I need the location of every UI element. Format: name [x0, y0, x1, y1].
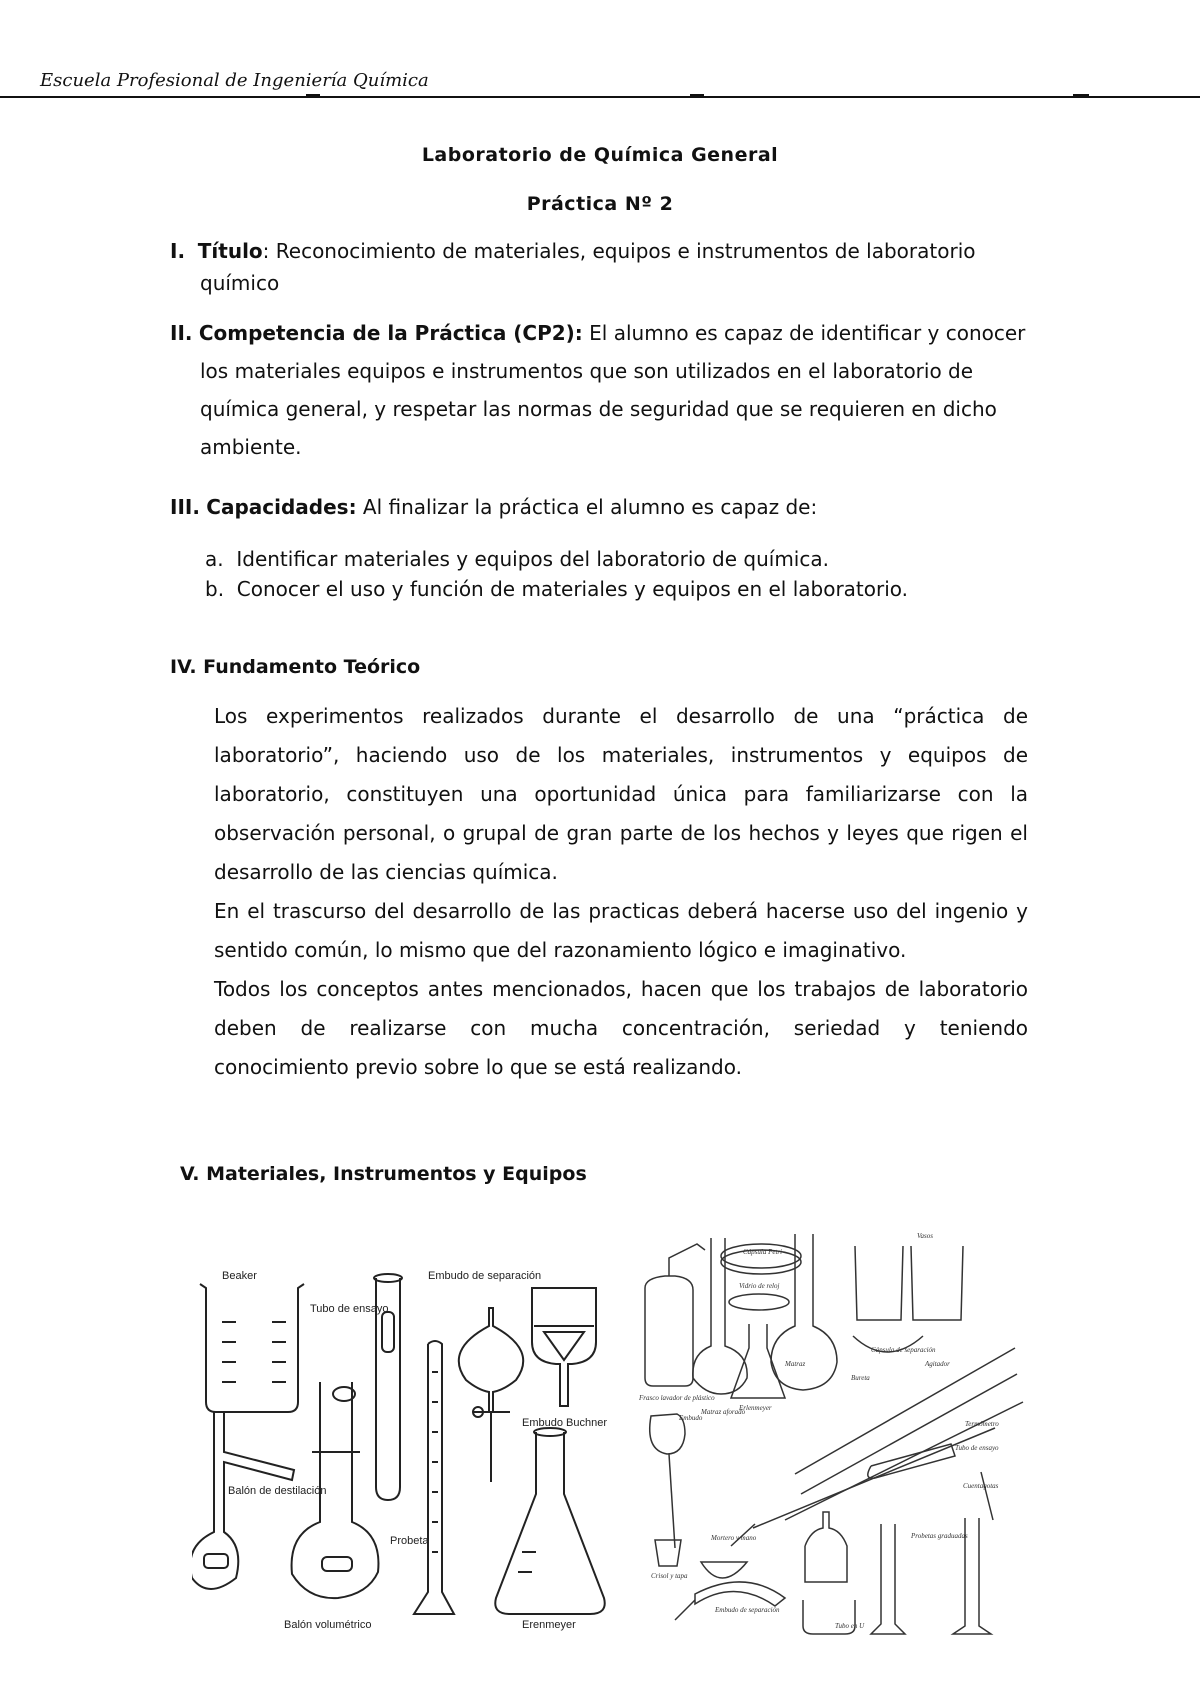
lab-materials-figure-left — [192, 1262, 622, 1637]
list-item — [205, 544, 908, 574]
paragraph: Todos los conceptos antes mencionados, hacen que los trabajos de laboratorio deben de realizarse con mucha concentración, seriedad y teniendo conocimiento previo sobre lo que se está realizando. — [214, 977, 1028, 1079]
theory-body — [214, 697, 1028, 1087]
label-capsula-separacion: Cápsula de separación — [871, 1346, 936, 1354]
section-title — [170, 235, 1060, 299]
label-beaker: Beaker — [222, 1270, 257, 1282]
label-probeta: Probeta — [390, 1535, 429, 1547]
section-number: I. — [170, 239, 186, 263]
label-erlenmeyer: Erenmeyer — [522, 1619, 576, 1631]
label-matraz-aforado: Matraz aforado — [701, 1408, 746, 1416]
label-probetas: Probetas graduadas — [911, 1532, 968, 1540]
label-cuentagotas: Cuentagotas — [963, 1482, 999, 1490]
section-text: El alumno es capaz de identificar y conocer los materiales equipos e instrumentos que son utilizados en el laboratorio de química general, y respetar las normas de seguridad que se requieren en dicho ambiente. — [200, 321, 1026, 459]
label-agitador: Agitador — [925, 1360, 950, 1368]
section-number: III. — [170, 495, 200, 519]
label-test-tube: Tubo de ensayo — [310, 1303, 389, 1315]
label-tubo-ensayo: Tubo de ensayo — [955, 1444, 999, 1452]
label-frasco-lavador: Frasco lavador de plástico — [639, 1394, 715, 1402]
label-vidrio-reloj: Vidrio de reloj — [739, 1282, 780, 1290]
label-tubo-u: Tubo en U — [835, 1622, 865, 1630]
label-buchner: Embudo Buchner — [522, 1417, 607, 1429]
label-vasos: Vasos — [917, 1232, 933, 1240]
header-rule — [0, 96, 1200, 98]
section-number: II. — [170, 321, 193, 345]
paragraph: Los experimentos realizados durante el desarrollo de una “práctica de laboratorio”, haciendo uso de los materiales, instrumentos y equipos de laboratorio, constituyen una oportunidad única para familiarizarse con la observación personal, o grupal de gran parte de los hechos y leyes que rigen el desarrollo de las ciencias química. — [214, 704, 1028, 884]
label-crisol: Crisol y tapa — [651, 1572, 688, 1580]
header-mark — [690, 94, 704, 97]
list-marker: b. — [205, 577, 225, 601]
label-distillation-flask: Balón de destilación — [228, 1485, 327, 1497]
label-capsula-petri: Cápsula Petri — [743, 1248, 783, 1256]
label-erlenmeyer-r: Erlenmeyer — [739, 1404, 772, 1412]
section-label: Título — [197, 239, 263, 263]
list-item — [205, 574, 908, 604]
paragraph: En el trascurso del desarrollo de las practicas deberá hacerse uso del ingenio y sentido común, lo mismo que del razonamiento lógico e imaginativo. — [214, 899, 1028, 962]
header-mark — [1073, 94, 1089, 97]
section-text: : Reconocimiento de materiales, equipos e instrumentos de laboratorio químico — [200, 239, 976, 295]
label-embudo-separacion: Embudo de separación — [715, 1606, 780, 1614]
section-label: Competencia de la Práctica (CP2): — [198, 321, 583, 345]
section-theory-heading: IV. Fundamento Teórico — [170, 656, 421, 678]
section-text: Al finalizar la práctica el alumno es capaz de: — [356, 495, 818, 519]
label-embudo: Embudo — [679, 1414, 703, 1422]
label-termometro: Termómetro — [965, 1420, 999, 1428]
school-header: Escuela Profesional de Ingeniería Química — [40, 70, 429, 91]
section-materials-heading: V. Materiales, Instrumentos y Equipos — [180, 1163, 587, 1185]
label-volumetric-flask: Balón volumétrico — [284, 1619, 372, 1631]
header-mark — [306, 94, 320, 97]
practice-title: Práctica Nº 2 — [526, 193, 674, 215]
list-text: Identificar materiales y equipos del laboratorio de química. — [236, 547, 829, 571]
section-capacities — [170, 488, 1030, 526]
list-marker: a. — [205, 547, 224, 571]
list-text: Conocer el uso y función de materiales y equipos en el laboratorio. — [236, 577, 909, 601]
label-bureta: Bureta — [851, 1374, 870, 1382]
lab-materials-figure-right — [635, 1228, 1027, 1636]
label-matraz: Matraz — [785, 1360, 806, 1368]
section-label: Capacidades: — [206, 495, 357, 519]
capacities-list — [205, 544, 908, 604]
label-mortero: Mortero y mano — [711, 1534, 757, 1542]
label-separation-funnel: Embudo de separación — [428, 1270, 542, 1282]
section-competence — [170, 314, 1030, 466]
lab-title: Laboratorio de Química General — [421, 144, 779, 166]
